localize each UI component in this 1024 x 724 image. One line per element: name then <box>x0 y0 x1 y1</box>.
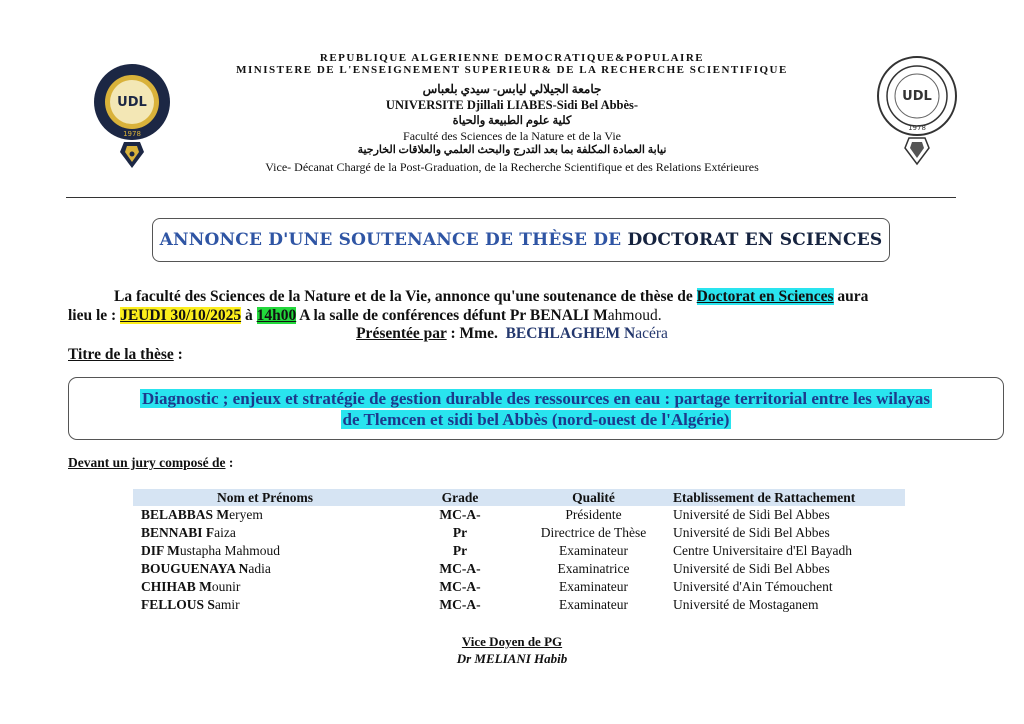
jury-quality: Présidente <box>565 507 622 522</box>
table-row <box>133 596 905 614</box>
jury-given-name: adia <box>248 561 271 576</box>
thesis-title-box <box>68 377 1004 440</box>
table-row <box>133 524 905 542</box>
jury-given-name: aiza <box>214 525 236 540</box>
signature-name: Dr MELIANI Habib <box>456 651 568 666</box>
jury-header-name: Nom et Prénoms <box>133 489 397 506</box>
jury-given-name: amir <box>214 597 240 612</box>
jury-institution: Centre Universitaire d'El Bayadh <box>673 543 853 558</box>
thesis-title-line1: Diagnostic ; enjeux et stratégie de gestion durable des ressources en eau : partage territorial entre les wilayas <box>142 388 930 408</box>
defense-place: A la salle de conférences défunt Pr BENALI M <box>299 307 608 324</box>
jury-quality: Examinateur <box>559 579 628 594</box>
jury-institution: Université de Sidi Bel Abbes <box>673 525 830 540</box>
announcement-title-box <box>152 218 890 262</box>
jury-given-name: ounir <box>211 579 241 594</box>
logo-left-year: 1978 <box>123 130 141 138</box>
jury-table-header <box>133 489 905 506</box>
jury-header-grade: Grade <box>397 489 523 506</box>
header-university: UNIVERSITE Djillali LIABES-Sidi Bel Abbès- <box>385 98 639 112</box>
jury-surname: CHIHAB M <box>141 579 212 594</box>
table-row <box>133 506 905 524</box>
defense-place-rest: ahmoud. <box>607 307 662 324</box>
announcement-title-part2: DOCTORAT EN SCIENCES <box>627 230 883 250</box>
jury-quality: Examinateur <box>559 543 628 558</box>
thesis-label-colon: : <box>177 346 183 363</box>
table-row <box>133 578 905 596</box>
jury-surname: BELABBAS M <box>141 507 230 522</box>
jury-header-quality: Qualité <box>523 489 664 506</box>
jury-quality: Examinatrice <box>557 561 630 576</box>
jury-surname: BOUGUENAYA N <box>141 561 249 576</box>
defense-time: 14h00 <box>256 307 297 324</box>
jury-label <box>68 455 233 471</box>
jury-institution: Université d'Ain Témouchent <box>673 579 833 594</box>
jury-given-name: eryem <box>229 507 263 522</box>
jury-surname: BENNABI F <box>141 525 215 540</box>
announcement-title-part1: ANNONCE D'UNE SOUTENANCE DE THÈSE DE <box>159 230 622 250</box>
jury-grade: MC-A- <box>439 597 481 612</box>
header-republic: REPUBLIQUE ALGERIENNE DEMOCRATIQUE&POPULAIRE <box>319 52 705 64</box>
jury-table <box>133 489 905 614</box>
table-row <box>133 560 905 578</box>
defense-date: JEUDI 30/10/2025 <box>120 307 242 324</box>
jury-quality: Examinateur <box>559 597 628 612</box>
announcement-paragraph <box>68 287 948 325</box>
degree-highlight: Doctorat en Sciences <box>696 288 834 305</box>
presented-by <box>0 325 1024 343</box>
jury-institution: Université de Sidi Bel Abbes <box>673 561 830 576</box>
presented-colon: : Mme. <box>450 325 498 342</box>
jury-surname: FELLOUS S <box>141 597 215 612</box>
presenter-given-name: acéra <box>635 325 668 342</box>
thesis-title-line2: de Tlemcen et sidi bel Abbès (nord-ouest de l'Algérie) <box>342 409 730 429</box>
announcement-at: à <box>244 307 253 324</box>
jury-given-name: ustapha Mahmoud <box>179 543 280 558</box>
jury-quality: Directrice de Thèse <box>540 525 647 540</box>
jury-surname: DIF M <box>141 543 180 558</box>
jury-institution: Université de Sidi Bel Abbes <box>673 507 830 522</box>
logo-right-year: 1978 <box>908 124 926 132</box>
signature-role: Vice Doyen de PG <box>461 634 563 649</box>
header-faculty: Faculté des Sciences de la Nature et de la Vie <box>403 129 621 143</box>
header-university-arabic: جامعة الجيلالي ليابس- سيدي بلعباس <box>422 82 602 96</box>
jury-header-institution: Etablissement de Rattachement <box>664 489 905 506</box>
header-ministry: MINISTERE DE L'ENSEIGNEMENT SUPERIEUR& DE LA RECHERCHE SCIENTIFIQUE <box>236 64 788 76</box>
logo-left-text: UDL <box>117 95 147 110</box>
announcement-aura: aura <box>837 288 869 305</box>
header-vice-deanship: Vice- Décanat Chargé de la Post-Graduation, de la Recherche Scientifique et des Relations Extérieures <box>265 160 759 174</box>
jury-grade: MC-A- <box>439 561 481 576</box>
jury-grade: MC-A- <box>439 507 481 522</box>
presented-label: Présentée par <box>356 325 447 342</box>
jury-grade: MC-A- <box>439 579 481 594</box>
jury-grade: Pr <box>452 525 468 540</box>
thesis-title-label <box>68 346 183 364</box>
jury-institution: Université de Mostaganem <box>673 597 819 612</box>
header-faculty-arabic: كلية علوم الطبيعة والحياة <box>452 115 572 127</box>
logo-right-text: UDL <box>902 89 932 104</box>
jury-label-colon: : <box>228 455 234 470</box>
announcement-lieu: lieu le : <box>68 307 117 324</box>
jury-grade: Pr <box>452 543 468 558</box>
header-vice-deanship-arabic: نيابة العمادة المكلفة بما بعد التدرج والبحث العلمي والعلاقات الخارجية <box>357 144 667 156</box>
thesis-label-text: Titre de la thèse <box>68 346 174 363</box>
header-divider <box>66 197 956 198</box>
table-row <box>133 542 905 560</box>
announcement-intro: La faculté des Sciences de la Nature et de la Vie, annonce qu'une soutenance de thèse de <box>114 288 693 305</box>
presenter-surname: BECHLAGHEM N <box>505 325 636 342</box>
jury-label-text: Devant un jury composé de <box>68 455 226 470</box>
